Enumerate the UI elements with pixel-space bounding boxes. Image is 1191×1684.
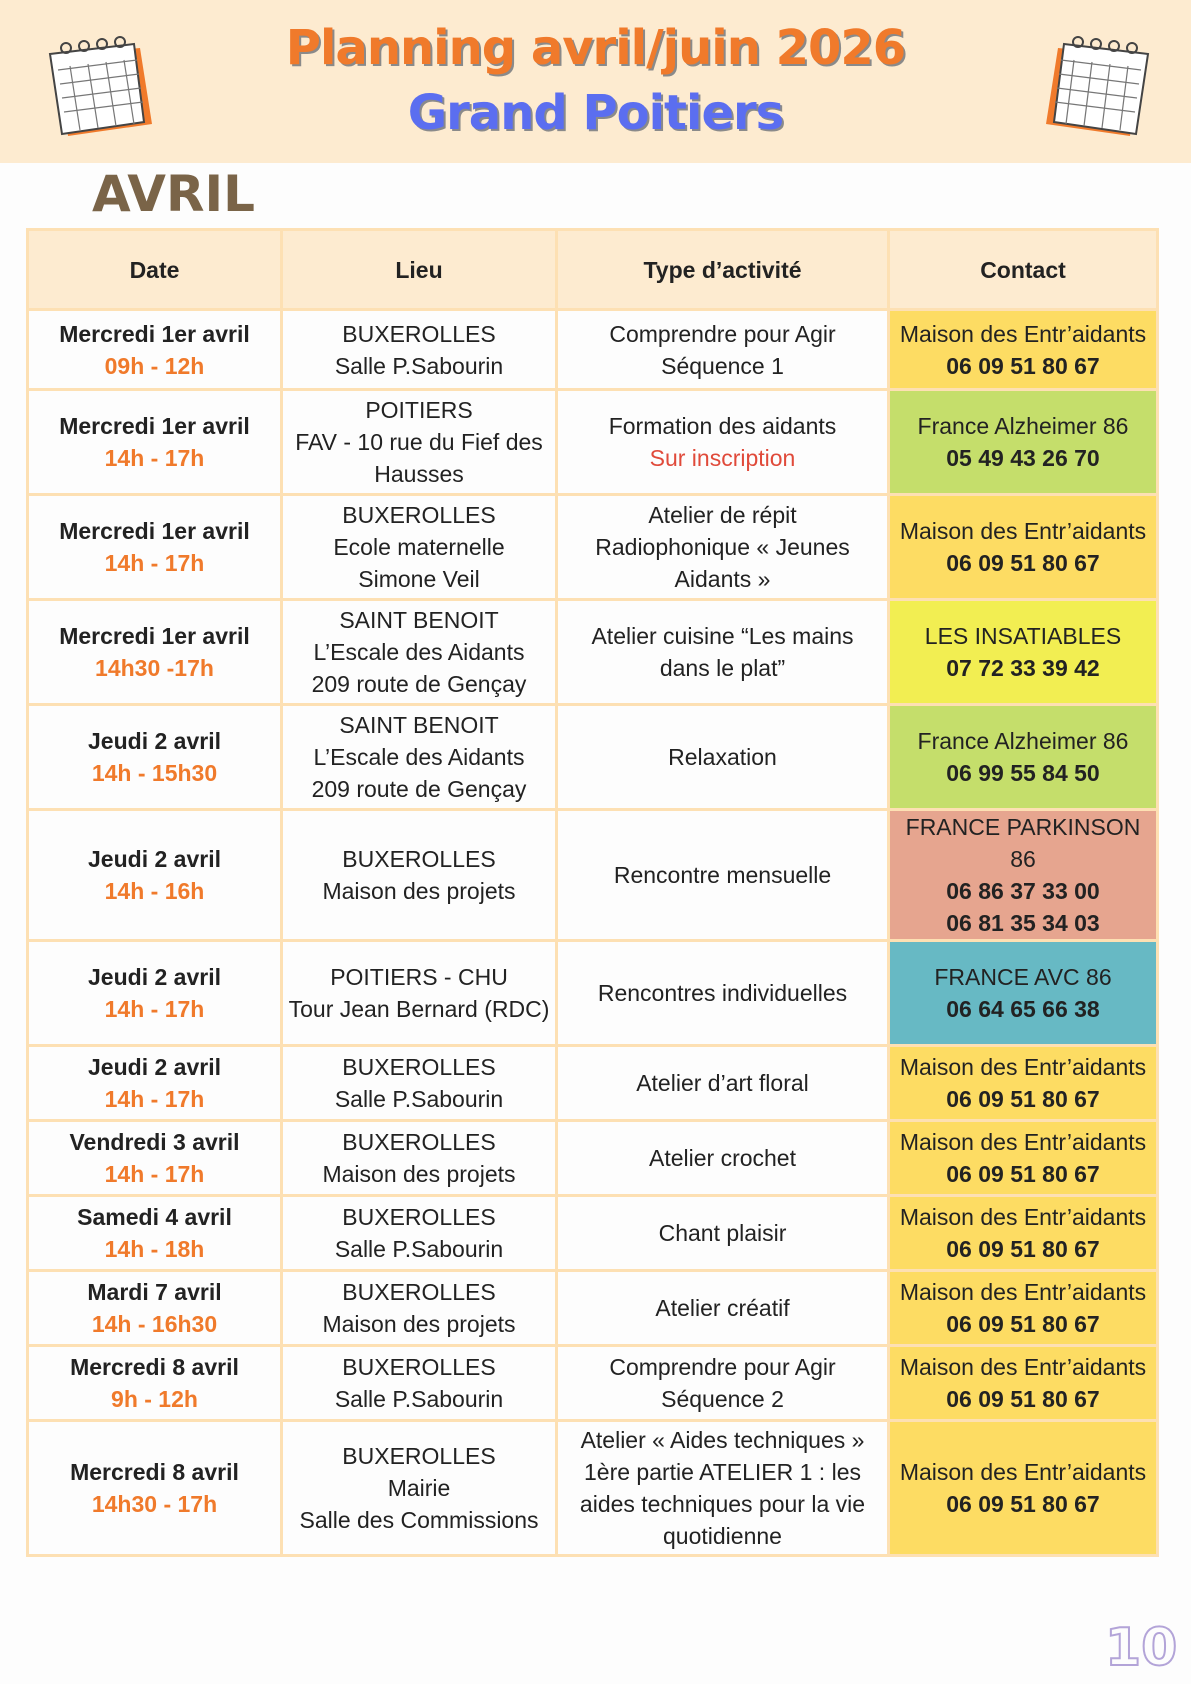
place-line: BUXEROLLES <box>342 1443 496 1469</box>
date-time: 09h - 12h <box>104 352 205 379</box>
date-day: Mercredi 1er avril <box>59 413 250 439</box>
date-cell <box>28 1271 282 1346</box>
date-day: Jeudi 2 avril <box>88 728 221 754</box>
contact-phone: 06 09 51 80 67 <box>946 352 1100 379</box>
contact-cell <box>889 941 1158 1046</box>
place-line: Salle P.Sabourin <box>334 352 504 379</box>
activity-note: Sur inscription <box>649 445 796 471</box>
contact-name: Maison des Entr’aidants <box>899 1459 1147 1485</box>
contact-phone: 06 81 35 34 03 <box>946 910 1100 936</box>
place-cell <box>282 1121 557 1196</box>
place-line: Salle P.Sabourin <box>334 1086 504 1112</box>
table-row <box>28 310 1158 390</box>
place-line: Hausses <box>374 461 464 487</box>
place-line: Salle P.Sabourin <box>334 1386 504 1412</box>
place-cell <box>282 1046 557 1121</box>
activity-cell <box>557 310 889 390</box>
place-line: Tour Jean Bernard (RDC) <box>288 996 550 1022</box>
activity-cell <box>557 390 889 495</box>
date-day: Mercredi 1er avril <box>59 518 250 544</box>
date-day: Jeudi 2 avril <box>88 1054 221 1080</box>
activity-line: Séquence 1 <box>661 352 784 379</box>
place-cell <box>282 390 557 495</box>
place-line: BUXEROLLES <box>342 1279 496 1305</box>
contact-name: LES INSATIABLES <box>924 623 1122 649</box>
activity-line: Radiophonique « Jeunes <box>595 534 850 560</box>
table-row <box>28 600 1158 705</box>
date-cell <box>28 810 282 941</box>
date-time: 14h - 18h <box>104 1236 205 1262</box>
contact-cell <box>889 390 1158 495</box>
date-day: Vendredi 3 avril <box>69 1129 240 1155</box>
contact-name: FRANCE AVC 86 <box>934 964 1112 990</box>
place-cell <box>282 1271 557 1346</box>
date-time: 14h - 17h <box>104 1161 205 1187</box>
date-day: Mardi 7 avril <box>87 1279 222 1305</box>
date-cell <box>28 495 282 600</box>
place-line: FAV - 10 rue du Fief des <box>295 429 543 455</box>
contact-name: Maison des Entr’aidants <box>899 1354 1147 1380</box>
date-time: 14h - 17h <box>104 1086 205 1112</box>
table-header-row <box>28 230 1158 310</box>
place-line: BUXEROLLES <box>342 1204 496 1230</box>
contact-cell <box>889 1196 1158 1271</box>
activity-cell <box>557 1196 889 1271</box>
activity-line: Atelier de répit <box>648 502 797 528</box>
activity-cell <box>557 1271 889 1346</box>
date-day: Mercredi 8 avril <box>70 1459 239 1485</box>
contact-phone: 06 09 51 80 67 <box>946 1086 1100 1112</box>
page-number: 10 <box>1105 1618 1178 1678</box>
date-cell <box>28 1346 282 1421</box>
activity-cell <box>557 1421 889 1556</box>
contact-cell <box>889 310 1158 390</box>
activity-cell <box>557 705 889 810</box>
date-time: 14h - 15h30 <box>91 760 218 786</box>
activity-line: Atelier d’art floral <box>636 1070 809 1096</box>
contact-cell <box>889 1046 1158 1121</box>
activity-cell <box>557 1121 889 1196</box>
contact-name: Maison des Entr’aidants <box>899 1279 1147 1305</box>
activity-line: Rencontres individuelles <box>597 980 848 1006</box>
date-cell <box>28 1196 282 1271</box>
title-line-2: Grand Poitiers <box>407 85 784 141</box>
contact-name: France Alzheimer 86 <box>917 728 1129 754</box>
place-line: L’Escale des Aidants <box>313 639 525 665</box>
place-line: Maison des projets <box>322 1161 516 1187</box>
contact-name: Maison des Entr’aidants <box>899 320 1147 347</box>
activity-line: 1ère partie ATELIER 1 : les <box>584 1459 861 1485</box>
place-line: Ecole maternelle <box>333 534 505 560</box>
table-row <box>28 1271 1158 1346</box>
date-cell <box>28 1046 282 1121</box>
activity-line: Comprendre pour Agir <box>609 320 836 347</box>
date-time: 14h - 16h <box>104 878 205 904</box>
title-line-1: Planning avril/juin 2026 <box>285 20 906 76</box>
contact-name: FRANCE PARKINSON 86 <box>905 814 1141 872</box>
date-day: Mercredi 1er avril <box>59 623 250 649</box>
contact-cell <box>889 705 1158 810</box>
place-cell <box>282 705 557 810</box>
contact-cell <box>889 1121 1158 1196</box>
table-row <box>28 495 1158 600</box>
activity-line: Séquence 2 <box>661 1386 784 1412</box>
month-heading: AVRIL <box>92 165 255 223</box>
place-line: SAINT BENOIT <box>339 607 499 633</box>
date-time: 14h - 17h <box>104 445 205 471</box>
place-line: BUXEROLLES <box>342 1129 496 1155</box>
activity-line: aides techniques pour la vie <box>579 1491 866 1517</box>
activity-line: Atelier crochet <box>648 1145 796 1171</box>
date-day: Jeudi 2 avril <box>88 964 221 990</box>
place-cell <box>282 1346 557 1421</box>
activity-cell <box>557 1046 889 1121</box>
table-row <box>28 390 1158 495</box>
date-cell <box>28 941 282 1046</box>
place-line: 209 route de Gençay <box>311 671 527 697</box>
place-line: BUXEROLLES <box>342 502 496 528</box>
contact-cell <box>889 1421 1158 1556</box>
activity-line: dans le plat” <box>659 655 786 681</box>
date-cell <box>28 705 282 810</box>
contact-name: Maison des Entr’aidants <box>899 1129 1147 1155</box>
activity-cell <box>557 941 889 1046</box>
date-day: Mercredi 1er avril <box>59 320 250 347</box>
activity-line: Comprendre pour Agir <box>609 1354 836 1380</box>
activity-line: Chant plaisir <box>658 1220 787 1246</box>
contact-name: Maison des Entr’aidants <box>899 518 1147 544</box>
contact-phone: 06 64 65 66 38 <box>946 996 1100 1022</box>
calendar-icon <box>1038 36 1158 146</box>
contact-cell <box>889 495 1158 600</box>
table-row <box>28 1121 1158 1196</box>
activity-line: Aidants » <box>674 566 771 592</box>
contact-phone: 06 99 55 84 50 <box>946 760 1100 786</box>
contact-phone: 06 09 51 80 67 <box>946 1161 1100 1187</box>
contact-cell <box>889 810 1158 941</box>
contact-name: France Alzheimer 86 <box>917 413 1129 439</box>
place-line: BUXEROLLES <box>342 846 496 872</box>
date-cell <box>28 600 282 705</box>
place-line: Simone Veil <box>358 566 480 592</box>
place-line: 209 route de Gençay <box>311 776 527 802</box>
place-cell <box>282 1196 557 1271</box>
date-time: 14h - 17h <box>104 996 205 1022</box>
place-line: BUXEROLLES <box>342 1054 496 1080</box>
date-time: 14h - 17h <box>104 550 205 576</box>
activity-line: quotidienne <box>663 1523 782 1549</box>
date-cell <box>28 310 282 390</box>
contact-phone: 06 09 51 80 67 <box>946 1386 1100 1412</box>
place-cell <box>282 310 557 390</box>
table-row <box>28 1346 1158 1421</box>
place-line: BUXEROLLES <box>342 320 496 347</box>
contact-phone: 05 49 43 26 70 <box>946 445 1100 471</box>
date-time: 14h30 -17h <box>95 655 214 681</box>
date-day: Jeudi 2 avril <box>88 846 221 872</box>
contact-phone: 06 86 37 33 00 <box>946 878 1100 904</box>
activity-line: Relaxation <box>668 744 777 770</box>
contact-phone: 06 09 51 80 67 <box>946 1491 1100 1517</box>
activity-cell <box>557 810 889 941</box>
date-time: 9h - 12h <box>111 1386 198 1412</box>
table-row <box>28 810 1158 941</box>
place-line: POITIERS <box>365 397 473 423</box>
place-line: Salle des Commissions <box>299 1507 539 1533</box>
page-header <box>0 0 1191 163</box>
date-cell <box>28 1421 282 1556</box>
place-cell <box>282 810 557 941</box>
place-line: Salle P.Sabourin <box>334 1236 504 1262</box>
contact-cell <box>889 1346 1158 1421</box>
date-cell <box>28 390 282 495</box>
activity-cell <box>557 495 889 600</box>
table-body <box>28 310 1158 1556</box>
contact-name: Maison des Entr’aidants <box>899 1204 1147 1230</box>
contact-phone: 06 09 51 80 67 <box>946 550 1100 576</box>
activity-cell <box>557 600 889 705</box>
date-day: Samedi 4 avril <box>77 1204 232 1230</box>
activity-cell <box>557 1346 889 1421</box>
column-header-contact: Contact <box>889 230 1158 310</box>
column-header-activite: Type d’activité <box>557 230 889 310</box>
date-day: Mercredi 8 avril <box>70 1354 239 1380</box>
table-row <box>28 1196 1158 1271</box>
activity-line: Rencontre mensuelle <box>613 862 832 888</box>
activity-line: Atelier créatif <box>655 1295 790 1321</box>
place-line: POITIERS - CHU <box>330 964 508 990</box>
activity-line: Formation des aidants <box>608 413 837 439</box>
date-time: 14h30 - 17h <box>91 1491 218 1517</box>
schedule-table <box>26 228 1159 1557</box>
date-cell <box>28 1121 282 1196</box>
place-cell <box>282 941 557 1046</box>
contact-phone: 07 72 33 39 42 <box>946 655 1100 681</box>
place-line: BUXEROLLES <box>342 1354 496 1380</box>
contact-phone: 06 09 51 80 67 <box>946 1311 1100 1337</box>
contact-phone: 06 09 51 80 67 <box>946 1236 1100 1262</box>
place-line: Maison des projets <box>322 1311 516 1337</box>
column-header-date: Date <box>28 230 282 310</box>
place-cell <box>282 495 557 600</box>
date-time: 14h - 16h30 <box>91 1311 218 1337</box>
table-row <box>28 1421 1158 1556</box>
place-line: Mairie <box>387 1475 451 1501</box>
table-row <box>28 705 1158 810</box>
table-row <box>28 1046 1158 1121</box>
column-header-lieu: Lieu <box>282 230 557 310</box>
table-row <box>28 941 1158 1046</box>
contact-cell <box>889 600 1158 705</box>
place-cell <box>282 600 557 705</box>
place-line: SAINT BENOIT <box>339 712 499 738</box>
activity-line: Atelier cuisine “Les mains <box>591 623 854 649</box>
place-cell <box>282 1421 557 1556</box>
place-line: Maison des projets <box>322 878 516 904</box>
place-line: L’Escale des Aidants <box>313 744 525 770</box>
activity-line: Atelier « Aides techniques » <box>580 1427 865 1453</box>
contact-cell <box>889 1271 1158 1346</box>
contact-name: Maison des Entr’aidants <box>899 1054 1147 1080</box>
